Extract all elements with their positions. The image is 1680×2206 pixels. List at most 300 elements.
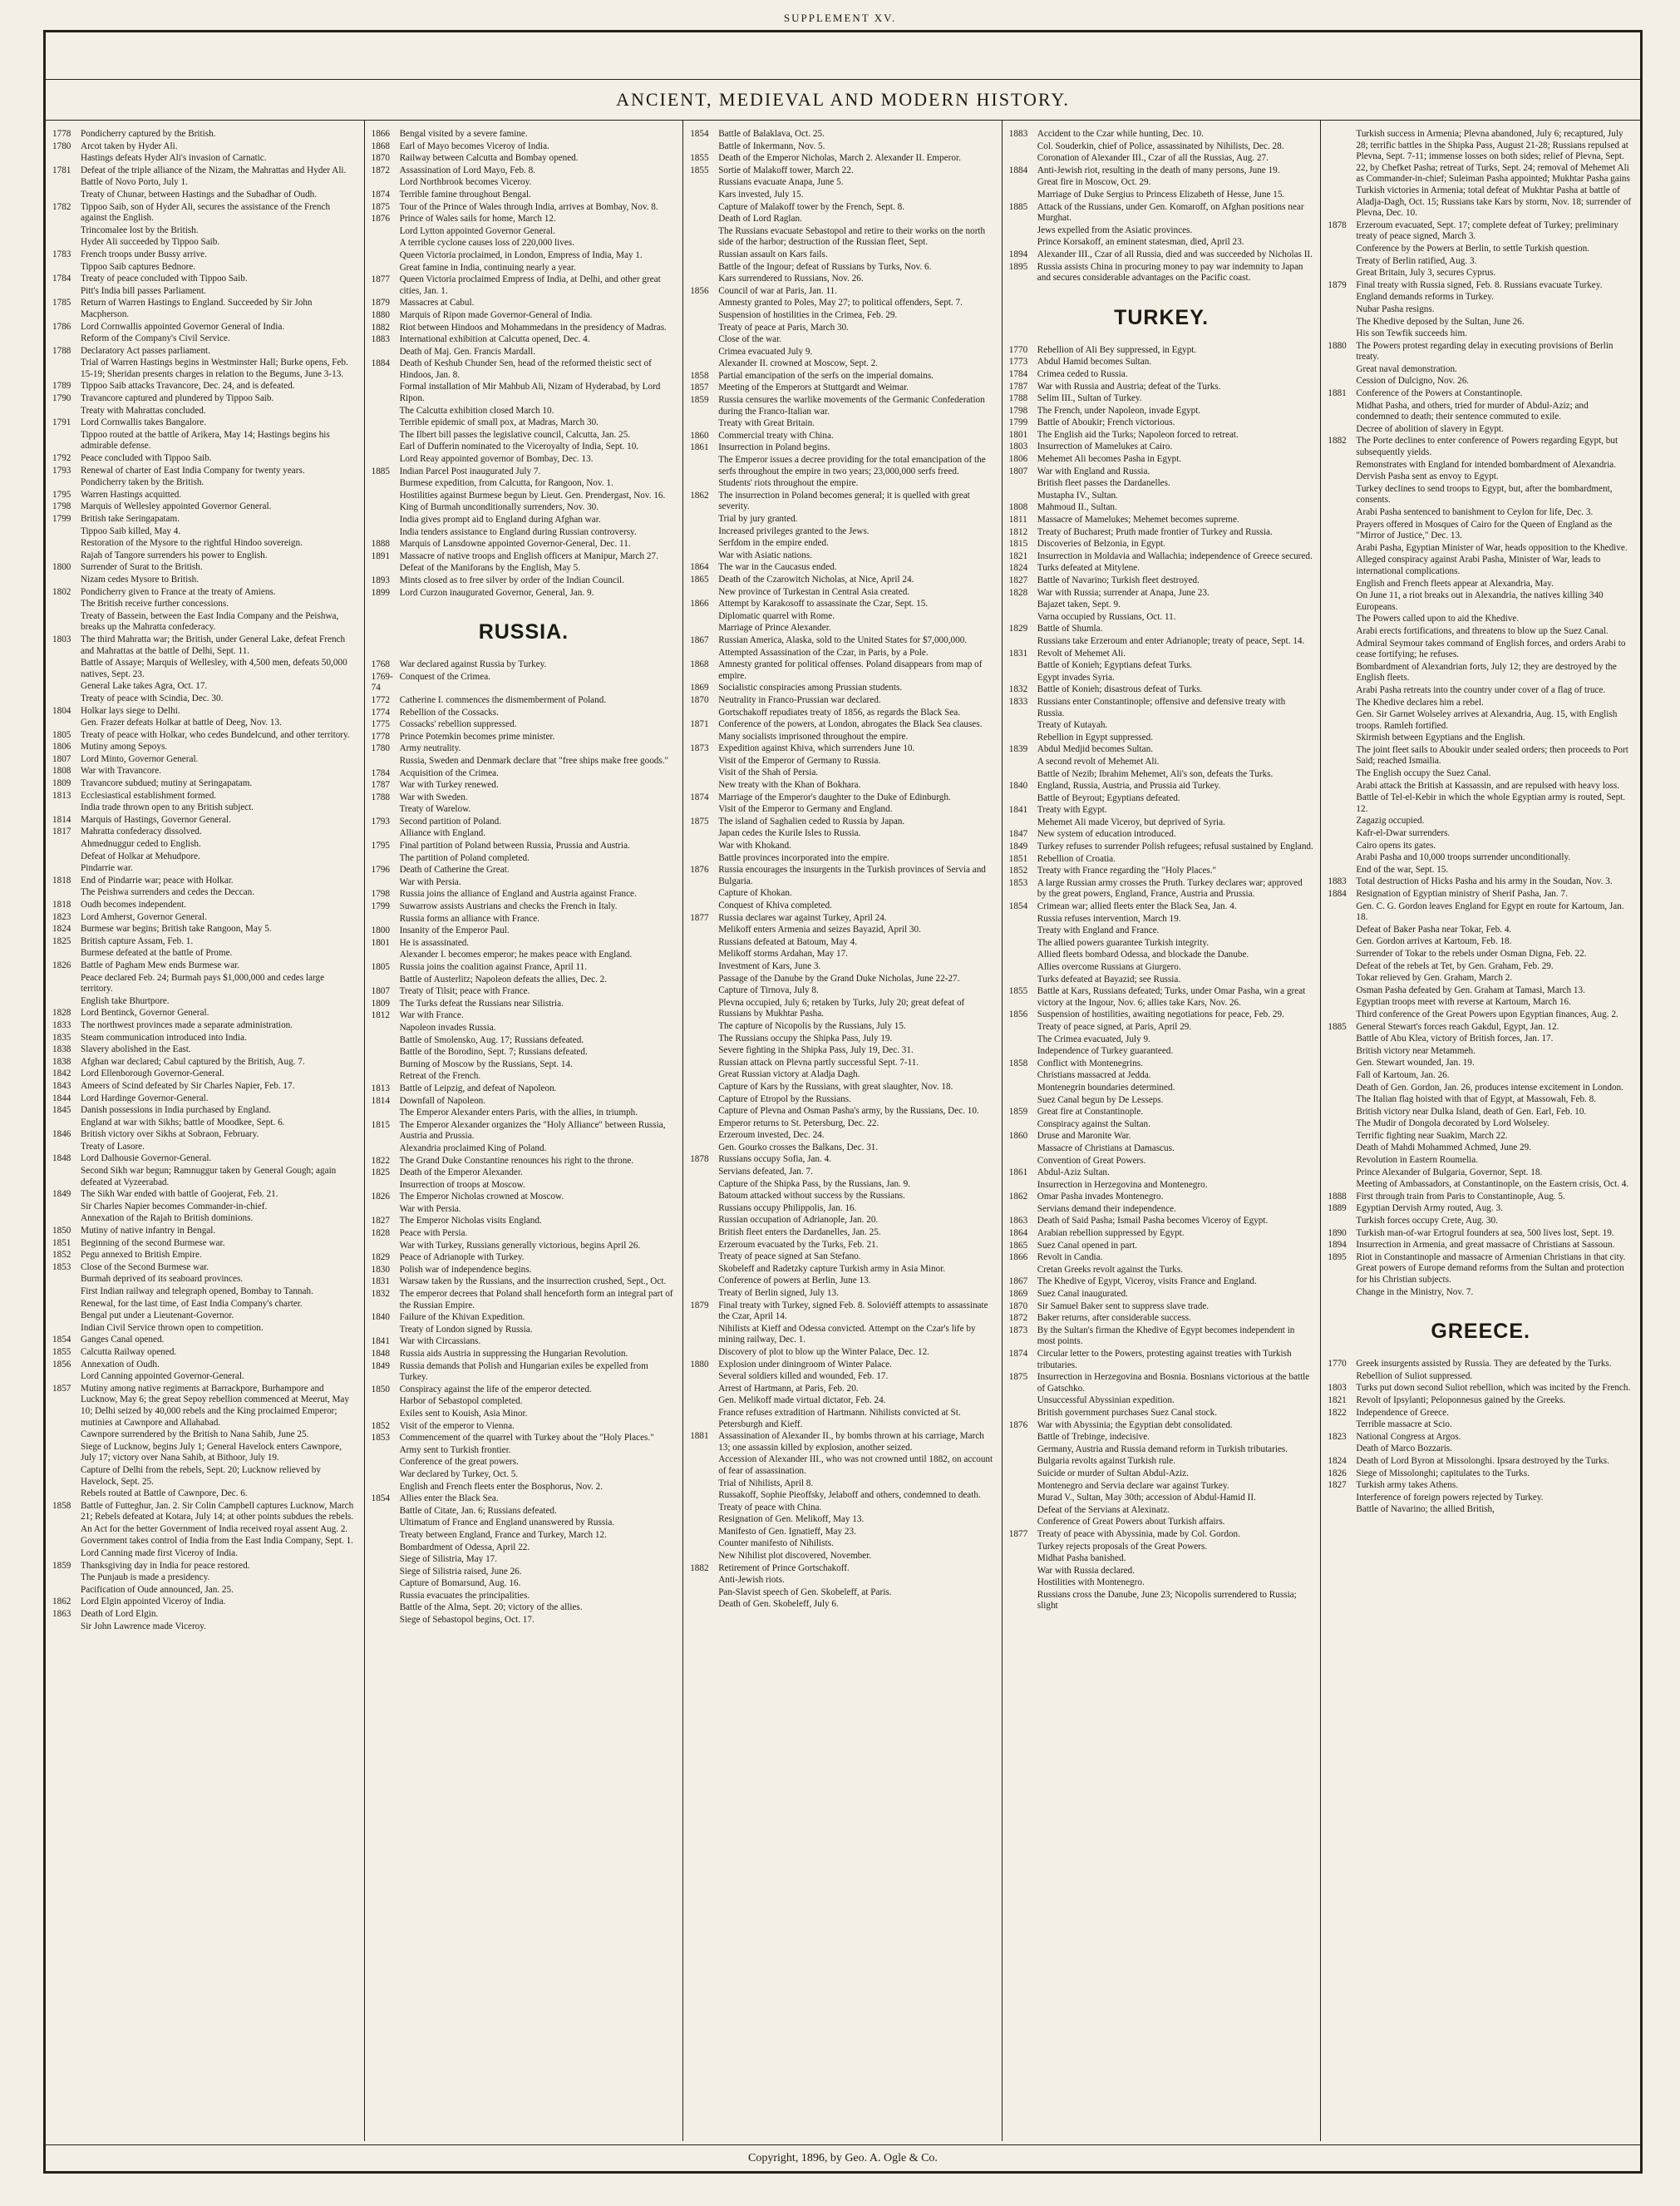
entry-year [1328,936,1356,948]
entry-text: Nihilists at Kieff and Odessa convicted. Attempt on the Czar's life by mining railway, Dec. 1. [718,1323,976,1345]
entry-text: Sir Charles Napier becomes Commander-in-chief. [81,1201,268,1212]
entry-year [690,1203,718,1215]
entry-text: Severe fighting in the Shipka Pass, July 19, Dec. 31. [718,1045,914,1056]
entry-text: Turkish man-of-war Ertogrul founders at sea, 500 lives lost, Sept. 19. [1356,1227,1614,1238]
chronology-entry [1328,949,1633,960]
entry-text: Capture of Bomarsund, Aug. 16. [399,1578,521,1589]
entry-text: Suwarrow assists Austrians and checks the French in Italy. [399,901,618,912]
chronology-entry [1328,985,1633,997]
entry-year: 1833 [52,1019,71,1030]
entry-year [372,454,400,466]
entry-year [690,455,718,477]
entry-year [1009,1119,1037,1131]
entry-year [1009,673,1037,684]
entry-year [372,263,400,274]
chronology-entry [1328,1179,1633,1191]
entry-year: 1864 [1008,1228,1028,1239]
chronology-entry [372,1047,677,1059]
entry-year [52,1310,81,1322]
entry-text: Declaratory Act passes parliament. [81,345,210,356]
entry-text: Treaty with Great Britain. [718,418,815,429]
entry-text: Return of Warren Hastings to England. Succeeded by Sir John Macpherson. [81,298,313,319]
entry-text: Suspension of hostilities, awaiting negotiations for peace, Feb. 29. [1037,1009,1284,1020]
entry-year: 1770 [1328,1359,1347,1369]
chronology-entry [1009,914,1314,925]
chronology-entry [1328,1240,1633,1251]
entry-text: Turks defeated at Mitylene. [1037,563,1141,574]
entry-text: Treaty of Berlin ratified, Aug. 3. [1356,255,1477,266]
entry-year [690,1240,718,1251]
entry-text: Insanity of the Emperor Paul. [399,925,510,936]
chronology-entry [1328,341,1633,363]
chronology-entry [690,478,995,490]
chronology-entry [372,1180,677,1192]
chronology-entry [690,323,995,334]
entry-text: Siege of Lucknow, begins July 1; General Havelock enters Cawnpore, July 17; victory over Nana Sahib, at Bithoor, July 19. [81,1441,342,1463]
chronology-entry [690,562,995,574]
entry-year [52,1442,81,1464]
entry-text: Tippoo routed at the battle of Arikera, May 14; Hastings begins his admirable defense. [81,429,330,452]
entry-year [1009,1095,1037,1107]
entry-year: 1828 [371,1228,390,1239]
entry-year: 1883 [1328,876,1347,887]
entry-year: 1770 [1008,344,1028,355]
entry-year: 1847 [1008,829,1028,840]
entry-text: Accident to the Czar while hunting, Dec. 10. [1037,129,1204,139]
chronology-entry [690,1069,995,1081]
entry-text: The Emperor Nicholas crowned at Moscow. [399,1192,564,1202]
entry-text: Circular letter to the Powers, protesting against treaties with Turkish tributaries. [1037,1349,1292,1370]
entry-text: Treaty of Lasore. [81,1141,145,1152]
entry-year: 1829 [371,1252,390,1263]
entry-text: Commencement of the quarrel with Turkey about the "Holy Places." [399,1433,654,1444]
chronology-entry [690,1034,995,1045]
chronology-entry [52,1465,357,1488]
entry-text: Treaty of peace with Scindia, Dec. 30. [81,693,224,703]
chronology-entry [690,262,995,274]
entry-text: Selim III., Sultan of Turkey. [1037,393,1142,404]
chronology-entry [1009,1059,1314,1070]
chronology-entry [372,323,677,334]
entry-year [372,563,400,575]
entry-text: Suez Canal inaugurated. [1037,1289,1128,1300]
entry-year [690,1179,718,1191]
entry-year: 1851 [52,1237,71,1248]
entry-text: Anti-Jewish riot, resulting in the death of many persons, June 19. [1037,165,1280,175]
entry-text: Insurrection of Mamelukes at Cairo. [1037,442,1173,452]
entry-text: Battle of Tel-el-Kebir in which the whole Egyptian army is routed, Sept. 12. [1356,792,1626,814]
entry-text: Rebellion in Egypt suppressed. [1037,732,1154,743]
entry-year: 1867 [690,634,709,645]
entry-year: 1806 [52,742,71,753]
entry-year: 1853 [1008,877,1028,888]
entry-year [1328,961,1356,973]
entry-text: Unsuccessful Abyssinian expedition. [1037,1395,1175,1406]
entry-text: Crimean war; allied fleets enter the Black Sea, Jan. 4. [1037,901,1237,912]
entry-text: War declared against Russia by Turkey. [399,659,547,670]
chronology-entry [690,1179,995,1191]
entry-year: 1824 [1008,563,1028,574]
entry-year: 1813 [371,1083,390,1093]
entry-text: Capture of Khokan. [718,888,792,899]
chronology-entry [1009,1542,1314,1553]
entry-text: Russians take Erzeroum and enter Adrianople; treaty of peace, Sept. 14. [1037,635,1305,646]
entry-text: Russia refuses intervention, March 19. [1037,913,1181,924]
chronology-entry [1009,393,1314,405]
chronology-entry [52,333,357,345]
chronology-entry [1009,1192,1314,1203]
entry-year: 1860 [1008,1131,1028,1142]
chronology-entry [52,562,357,574]
entry-year: 1799 [371,901,390,912]
chronology-entry [1009,975,1314,986]
chronology-entry [52,1524,357,1536]
entry-year [690,974,718,985]
entry-year: 1821 [1328,1394,1347,1405]
entry-text: Attempted Assassination of the Czar, in Paris, by a Pole. [718,647,929,658]
entry-text: Pindarrie war. [81,863,133,874]
entry-text: The joint fleet sails to Aboukir under sealed orders; then proceeds to Port Said; reached Ismailia. [1356,744,1628,767]
entry-year [690,611,718,623]
entry-text: War with Sweden. [399,792,468,802]
entry-year: 1796 [371,865,390,876]
entry-text: Treaty of peace at Paris, March 30. [718,322,849,333]
entry-year [1328,828,1356,840]
chronology-entry [1009,769,1314,781]
entry-text: On June 11, a riot breaks out in Alexandria, the natives killing 340 Europeans. [1356,590,1604,612]
chronology-entry [372,382,677,404]
chronology-entry [372,1325,677,1336]
chronology-entry [372,1120,677,1142]
chronology-entry [690,985,995,997]
chronology-entry [1328,579,1633,590]
entry-year [690,1454,718,1477]
chronology-entry [1009,491,1314,502]
entry-text: Cretan Greeks revolt against the Turks. [1037,1264,1184,1275]
entry-text: Jews expelled from the Asiatic provinces. [1037,225,1193,235]
entry-text: Formal installation of Mir Mahbub Ali, Nizam of Hyderabad, by Lord Ripon. [399,382,661,404]
entry-text: Alliance with England. [399,828,486,839]
entry-text: Midhat Pasha, and others, tried for murder of Abdul-Aziz; and condemned to death; their sentence commuted to exile. [1356,400,1589,422]
chronology-entry [690,310,995,322]
entry-text: Death of Lord Elgin. [81,1609,159,1620]
entry-text: Treaty of Tilsit; peace with France. [399,986,530,997]
entry-text: Treaty of peace concluded with Tippoo Saib. [81,274,248,284]
entry-year [52,430,81,452]
entry-text: Midhat Pasha banished. [1037,1553,1126,1564]
chronology-entry [690,1130,995,1142]
chronology-entry [372,1312,677,1324]
entry-year [690,298,718,309]
entry-year [1328,1131,1356,1142]
chronology-entry [1328,1167,1633,1179]
chronology-entry [690,1490,995,1502]
entry-year [1009,225,1037,237]
entry-text: Admiral Seymour takes command of English forces, and orders Arabi to cease fortifying; he refuses. [1356,638,1626,660]
entry-year: 1831 [1008,648,1028,659]
chronology-entry [372,1156,677,1167]
chronology-entry [1009,1009,1314,1021]
chronology-entry [690,1240,995,1251]
chronology-entry [52,900,357,911]
entry-text: Indian Parcel Post inaugurated July 7. [399,466,541,476]
chronology-entry [52,237,357,249]
entry-text: Death of the Emperor Nicholas, March 2. Alexander II. Emperor. [718,153,961,164]
chronology-entry [372,250,677,262]
chronology-entry [1009,1022,1314,1034]
entry-text: Fall of Kartoum, Jan. 26. [1356,1069,1450,1080]
entry-text: Polish war of independence begins. [399,1264,532,1275]
entry-year [1009,1566,1037,1577]
chronology-entry [690,514,995,526]
entry-year [690,1069,718,1081]
entry-text: Treaty with Egypt. [1037,805,1107,816]
chronology-entry [52,286,357,298]
chronology-entry [372,999,677,1010]
chronology-entry [52,1597,357,1608]
entry-text: Third conference of the Great Powers upon Egyptian finances, Aug. 2. [1356,1009,1618,1019]
entry-text: Exiles sent to Kouish, Asia Minor. [399,1408,528,1419]
entry-year [372,478,400,490]
chronology-entry [52,863,357,875]
entry-year [690,804,718,816]
entry-text: Insurrection in Armenia, and great massacre of Christians at Sassoun. [1356,1240,1615,1251]
chronology-entry [1328,555,1633,577]
chronology-entry [372,454,677,466]
chronology-entry [372,1252,677,1264]
chronology-entry [372,442,677,453]
chronology-entry [1328,590,1633,613]
entry-text: Bombardment of Odessa, April 22. [399,1542,530,1552]
entry-text: Battle of Inkermann, Nov. 5. [718,141,825,151]
entry-year: 1784 [371,767,390,778]
entry-text: Gen. C. G. Gordon leaves England for Egypt en route for Kartoum, Jan. 18. [1356,901,1624,923]
entry-year: 1860 [690,430,709,441]
entry-year [1009,1395,1037,1407]
entry-text: Riot in Constantinople and massacre of Armenian Christians in that city. Great powers of Europe demand reforms from the Sultan and protection for his Christian subjects. [1356,1251,1626,1285]
chronology-entry [1328,280,1633,292]
entry-text: Death of Said Pasha; Ismail Pasha becomes Viceroy of Egypt. [1037,1216,1269,1226]
chronology-entry [690,1503,995,1514]
entry-year [1328,745,1356,767]
entry-year [1009,1022,1037,1034]
entry-year [372,491,400,502]
entry-year [1328,1058,1356,1069]
entry-text: Lord Cornwallis appointed Governor General of India. [81,321,285,332]
entry-text: Conspiracy against the life of the emperor detected. [399,1384,592,1394]
chronology-entry [52,453,357,465]
chronology-entry [690,817,995,828]
chronology-entry [690,431,995,442]
entry-text: Pondicherry given to France at the treaty of Amiens. [81,586,276,597]
entry-text: Accession of Alexander III., who was not crowned until 1882, on account of fear of assassination. [718,1454,993,1476]
chronology-entry [1328,220,1633,243]
chronology-entry [52,1384,357,1429]
chronology-entry [1009,1566,1314,1577]
entry-year [1009,636,1037,648]
entry-year: 1827 [1328,1480,1347,1491]
entry-text: A large Russian army crosses the Pruth. Turkey declares war; approved by the great powers, England, France, Austria and Prussia. [1037,877,1303,900]
entry-year [1328,639,1356,661]
chronology-entry [1009,1107,1314,1118]
entry-text: Osman Pasha defeated by Gen. Graham at Tamasi, March 13. [1356,985,1585,995]
entry-text: British victory near Metammeh. [1356,1045,1476,1056]
entry-text: Treaty of Bassein, between the East India Company and the Peishwa, breaks up the Mahratta confederacy. [81,610,339,633]
entry-text: Decree of abolition of slavery in Egypt. [1356,423,1504,434]
entry-text: The Turks defeat the Russians near Silistria. [399,998,564,1009]
entry-year: 1821 [1008,550,1028,561]
entry-year [690,623,718,634]
chronology-entry [52,177,357,189]
entry-year [1328,1419,1356,1431]
chronology-entry [372,466,677,478]
chronology-entry [52,1609,357,1621]
entry-year: 1888 [1328,1191,1347,1202]
chronology-entry [1328,424,1633,436]
entry-text: Conference of the powers, at London, abrogates the Black Sea clauses. [718,719,983,730]
entry-text: Revolt of Ipsylanti; Peloponnesus gained by the Greeks. [1356,1394,1566,1405]
chronology-entry [690,743,995,755]
entry-year [372,1059,400,1071]
entries-russia-2 [690,129,995,1611]
chronology-entry [1009,1070,1314,1082]
entry-year: 1828 [52,1008,71,1019]
entry-text: British capture Assam, Feb. 1. [81,935,194,946]
chronology-entry [52,417,357,429]
entry-text: Coronation of Alexander III., Czar of all the Russias, Aug. 27. [1037,153,1269,164]
entry-text: Great fire at Constantinople. [1037,1107,1144,1118]
chronology-entry [690,1347,995,1359]
entry-text: Rebellion of Ali Bey suppressed, in Egypt. [1037,344,1197,355]
entry-text: Sir John Lawrence made Viceroy. [81,1621,206,1631]
entry-year [1009,1265,1037,1276]
entry-year: 1818 [52,900,71,910]
entry-text: Conference of the great powers. [399,1457,519,1468]
entry-year: 1848 [371,1349,390,1359]
entry-text: Lord Bentinck, Governor General. [81,1008,209,1019]
entry-year [1009,914,1037,925]
entry-text: Treaty with England and France. [1037,925,1160,936]
entry-year: 1780 [371,743,390,754]
entry-text: Allies enter the Black Sea. [399,1493,499,1504]
chronology-entry [1328,460,1633,471]
entry-year: 1881 [1328,388,1347,399]
entry-year [52,1524,81,1536]
entry-year: 1832 [371,1289,390,1300]
entry-year: 1870 [371,153,390,164]
entry-text: Terrific fighting near Suakim, March 22. [1356,1130,1508,1141]
entry-text: Gen. Gourko crosses the Balkans, Dec. 31. [718,1142,879,1152]
entry-year [1009,962,1037,974]
chronology-entry [1328,626,1633,638]
entry-text: Calcutta Railway opened. [81,1346,177,1357]
entry-year: 1840 [1008,781,1028,792]
chronology-entry [1328,317,1633,328]
entry-text: Annexation of Oudh. [81,1359,160,1369]
entry-year: 1849 [371,1360,390,1371]
chronology-entry [690,623,995,634]
entry-text: Hostilities with Montenegro. [1037,1577,1145,1588]
entry-text: Treaty of peace signed at San Stefano. [718,1251,861,1262]
entry-text: Amnesty granted to Poles, May 27; to political offenders, Sept. 7. [718,298,963,308]
entry-year: 1815 [371,1119,390,1130]
entry-year [1009,1156,1037,1167]
entry-year: 1824 [52,924,71,935]
chronology-entry [1328,484,1633,506]
entry-text: The Punjaub is made a presidency. [81,1572,210,1583]
chronology-entry [372,975,677,986]
entry-text: Battle of Citate, Jan. 6; Russians defeated. [399,1505,557,1516]
entry-year [372,1204,400,1216]
chronology-entry [1009,841,1314,853]
entry-year: 1862 [1008,1192,1028,1202]
chronology-entry [52,1274,357,1286]
chronology-entry [52,658,357,680]
chronology-entry [1328,961,1633,973]
chronology-entry [1328,1094,1633,1106]
entry-year [52,1323,81,1335]
chronology-entry [372,430,677,442]
entry-text: Great fire in Moscow, Oct. 29. [1037,177,1151,188]
entry-year [690,767,718,779]
entry-text: The French, under Napoleon, invade Egypt. [1037,405,1201,416]
chronology-entry [372,719,677,731]
entry-text: Russia assists China in procuring money to pay war indemnity to Japan and secures considerable advantages on the Pacific coast. [1037,261,1303,284]
entry-year: 1882 [371,322,390,333]
chronology-entry [372,491,677,502]
chronology-entry [372,1265,677,1276]
chronology-entry [52,778,357,790]
entry-text: Retreat of the French. [399,1071,481,1082]
chronology-entry [372,502,677,514]
chronology-entry [52,1323,357,1335]
entry-year [1009,1481,1037,1493]
entry-year: 1808 [52,766,71,777]
chronology-entry [372,202,677,214]
entry-year: 1815 [1008,539,1028,550]
chronology-entry [1009,430,1314,442]
entry-year [52,225,81,237]
chronology-entry [52,153,357,165]
entry-year [690,141,718,153]
entry-text: Resignation of Gen. Melikoff, May 13. [718,1514,865,1525]
entry-text: The Crimea evacuated, July 9. [1037,1034,1150,1044]
entry-year: 1867 [1008,1276,1028,1287]
entry-year [1328,1287,1356,1299]
entry-text: Beginning of the second Burmese war. [81,1237,225,1248]
entry-year: 1856 [1008,1009,1028,1020]
entry-text: Mahratta confederacy dissolved. [81,827,202,837]
chronology-entry [372,177,677,189]
entry-text: Attack of the Russians, under Gen. Komaroff, on Afghan positions near Murghat. [1037,201,1304,224]
chronology-entry [52,262,357,274]
chronology-entry [1009,153,1314,165]
entry-year [1009,491,1037,502]
chronology-entry [1328,1408,1633,1419]
chronology-entry [52,1153,357,1165]
chronology-entry [52,960,357,972]
entry-year: 1805 [52,729,71,740]
entry-year: 1878 [690,1154,709,1165]
chronology-entry [690,1395,995,1407]
entry-text: Mahmoud II., Sultan. [1037,502,1117,513]
entry-year: 1844 [52,1093,71,1103]
chronology-entry [1328,901,1633,924]
chronology-entry [1009,938,1314,950]
entry-text: The Porte declines to enter conference of Powers regarding Egypt, but subsequently yields. [1356,436,1618,458]
entry-year: 1890 [1328,1227,1347,1238]
chronology-entry [52,1621,357,1633]
